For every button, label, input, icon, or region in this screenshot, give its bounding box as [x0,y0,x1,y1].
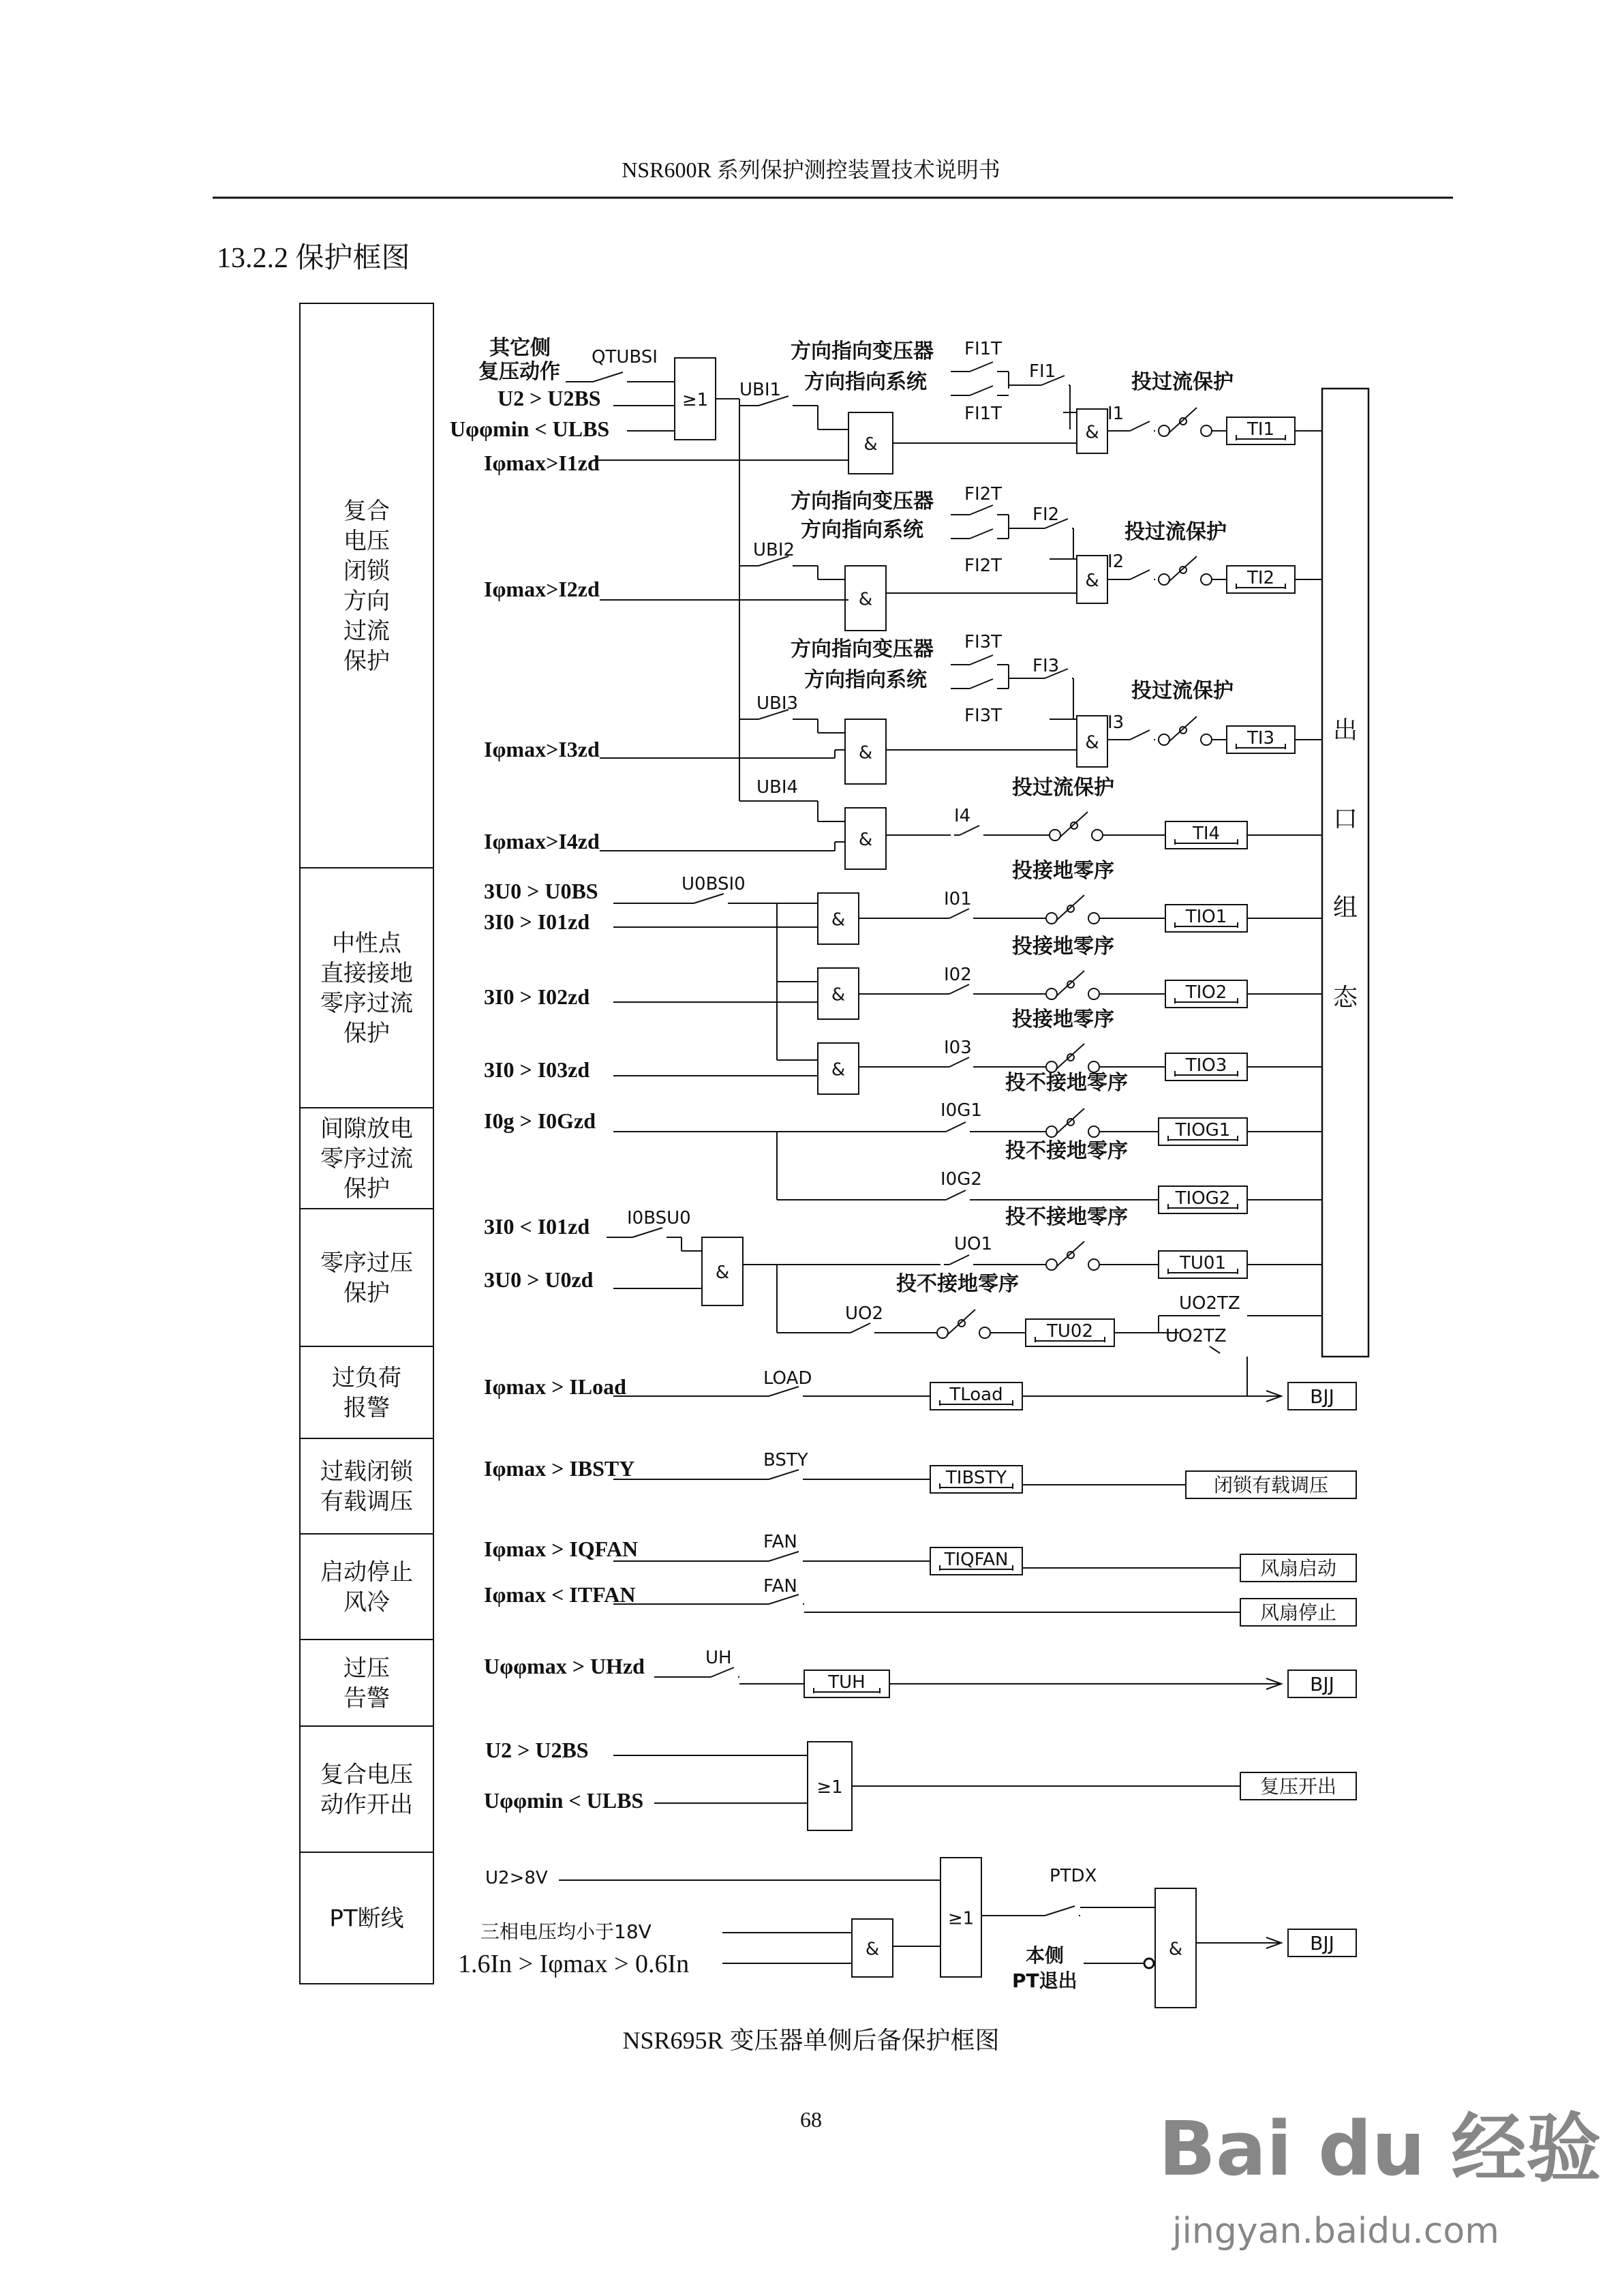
wire [949,909,969,918]
category-column-frame [300,303,433,1984]
category-label: 保护 [343,648,390,675]
output-label: BJJ [1310,1673,1334,1695]
switch-terminal [1046,1126,1057,1137]
wire [1210,1346,1220,1353]
category-column [300,303,433,1984]
and-gate-fi1-symbol: & [1085,422,1099,443]
label: Iφmax>I3zd [484,737,600,761]
label: 投不接地零序 [1005,1139,1128,1163]
label: Iφmax > ILoad [484,1374,626,1399]
wire [949,1255,969,1265]
label: UO2 [845,1303,884,1324]
output-label: 风扇启动 [1259,1557,1337,1580]
label: 3I0 > I03zd [484,1057,590,1082]
label: Iφmax > IQFAN [484,1537,639,1561]
label: 三相电压均小于18V [480,1920,652,1943]
label: U2 > U2BS [485,1738,589,1762]
timer-label: TU02 [1047,1321,1093,1342]
wire [632,1228,662,1237]
switch-terminal [1159,425,1169,436]
page-number: 68 [800,2107,822,2132]
label: UH [705,1648,732,1668]
label: 本侧 [1026,1944,1065,1967]
category-label: 保护 [343,1020,390,1047]
label: FI1 [1029,361,1056,382]
watermark-brand: Bai du 经验 [1159,2105,1602,2192]
wire [970,529,993,539]
label: U2 > U2BS [498,386,601,410]
switch-terminal [937,1327,948,1338]
category-label: 保护 [343,1175,390,1203]
output-label: 复压开出 [1259,1775,1337,1798]
wire [970,679,993,689]
label: 3I0 > I02zd [484,984,590,1009]
timer-label: TI4 [1192,824,1221,844]
category-label: 方向 [343,588,390,615]
switch-terminal [1092,830,1103,841]
wire [1168,408,1197,434]
wire [1130,570,1150,579]
label: FAN [763,1532,797,1552]
category-label: 保护 [343,1280,390,1307]
label: I03 [944,1038,972,1058]
label: Iφmax < ITFAN [484,1582,636,1607]
label: UBI3 [756,693,799,714]
wire [1056,1044,1084,1070]
switch-terminal [1046,1259,1057,1270]
label: 方向指向变压器 [791,339,934,363]
category-label: 告警 [343,1685,390,1712]
timer-label: TI1 [1246,419,1275,440]
wire [970,655,993,665]
wire [970,386,993,395]
label: 3U0 > U0BS [484,879,598,903]
label: Iφmax>I2zd [484,577,600,601]
timer-label: TLoad [949,1385,1003,1405]
category-label: 过载闭锁 [320,1458,413,1485]
label: I02 [944,965,972,985]
label: UO2TZ [1179,1293,1240,1314]
label: 3I0 > I01zd [484,909,590,934]
switch-label: 投不接地零序 [896,1272,1019,1296]
and-gate-fi2-symbol: & [1085,571,1099,591]
label: PT退出 [1012,1969,1077,1992]
wire [1168,716,1197,742]
label: I4 [954,806,971,826]
switch-terminal [1201,574,1212,585]
wire [769,1552,799,1561]
timer-label: TI2 [1246,568,1275,588]
wire [1056,895,1084,921]
category-label: 电压 [343,528,390,555]
label: UBI4 [756,777,799,798]
figure-caption: NSR695R 变压器单侧后备保护框图 [622,2027,1000,2054]
and-gate-4-symbol: & [858,830,873,850]
label: LOAD [763,1368,812,1389]
output-label: BJJ [1310,1932,1334,1954]
label: FI3T [964,706,1003,726]
label: FI2T [964,556,1003,576]
timer-label: TI3 [1246,728,1275,749]
output-label: BJJ [1310,1385,1334,1408]
switch-label: 投接地零序 [1012,1008,1114,1031]
inverter-bubble [1144,1959,1154,1968]
switch-terminal [1088,1259,1099,1270]
wire [946,1190,966,1200]
label: 3U0 > U0zd [484,1267,594,1292]
label: QTUBSI [592,347,658,367]
or-gate-pt-symbol: ≥1 [947,1908,975,1929]
label: 1.6In > Iφmax > 0.6In [458,1950,690,1978]
category-label: 风冷 [343,1588,390,1616]
label: Iφmax>I1zd [484,451,600,475]
label: UBI2 [753,540,795,560]
label: I3 [1107,712,1124,733]
label: PTDX [1050,1866,1097,1886]
label: FI3T [964,632,1003,652]
switch-terminal [979,1327,990,1338]
wire [1059,812,1088,838]
label: 方向指向系统 [801,518,923,542]
switch-terminal [1159,574,1169,585]
label: FI2T [964,484,1003,504]
label: I0g > I0Gzd [484,1108,596,1133]
label: U0BSI0 [682,874,746,894]
label: FI1T [964,339,1003,359]
timer-label: TIQFAN [944,1550,1009,1570]
label: FI2 [1032,504,1060,525]
label: BSTY [763,1450,808,1470]
label: UO2TZ [1165,1326,1227,1346]
watermark-url: jingyan.baidu.com [1172,2211,1499,2252]
timer-label: TIOG1 [1175,1120,1231,1141]
category-label: 启动停止 [320,1558,413,1586]
and-gate-u0-symbol: & [715,1263,730,1283]
switch-label: 投过流保护 [1131,679,1234,703]
category-label: 报警 [343,1394,390,1422]
switch-label: 投过流保护 [1124,520,1227,544]
label: FI3 [1032,656,1060,676]
label: 其它侧 [489,336,551,360]
wire [946,1122,966,1132]
label: Uφφmin < ULBS [484,1788,644,1813]
and-gate-dir3-symbol: & [858,742,873,764]
category-label: 动作开出 [320,1791,413,1819]
switch-label: 投接地零序 [1012,859,1114,883]
category-label: 过流 [343,618,390,645]
label: I2 [1107,552,1124,572]
wire [711,1667,734,1677]
category-label: 零序过流 [320,990,413,1017]
category-label: 过压 [343,1655,390,1682]
and-gate-i01-symbol: & [831,909,846,931]
switch-terminal [1088,988,1099,999]
label: I1 [1107,404,1124,424]
category-label: 直接接地 [320,960,413,987]
and-gate-ptdx-symbol: & [1168,1939,1183,1960]
label: 方向指向变压器 [791,489,934,513]
switch-label: 投不接地零序 [1005,1205,1128,1229]
category-label: 过负荷 [332,1364,401,1392]
switch-label: 投接地零序 [1012,935,1114,958]
label: I01 [944,889,972,909]
label: UO1 [954,1234,993,1254]
label: Iφmax > IBSTY [484,1456,635,1481]
switch-terminal [1046,988,1057,999]
wire [1130,421,1150,431]
header-title: NSR600R 系列保护测控装置技术说明书 [622,157,1000,182]
label: 方向指向系统 [804,668,927,692]
wire [769,1470,799,1479]
and-gate-pt-symbol: & [865,1939,880,1960]
wire [851,1323,870,1333]
category-label: 间隙放电 [320,1115,413,1143]
or-gate-volt-symbol: ≥1 [816,1777,843,1798]
switch-label: 投过流保护 [1012,776,1114,800]
category-label: PT断线 [329,1905,404,1933]
label: Uφφmin < ULBS [450,417,610,441]
timer-label: TUH [828,1672,866,1693]
exit-char: 态 [1332,984,1358,1012]
exit-configuration-block [1322,389,1368,1357]
exit-char: 出 [1332,716,1358,744]
label: I0BSU0 [627,1208,691,1228]
switch-label: 投不接地零序 [1005,1071,1128,1095]
output-label: 风扇停止 [1259,1601,1337,1624]
wire [947,1310,975,1335]
switch-terminal [1159,734,1169,745]
wire [970,362,993,372]
switch-terminal [1046,913,1057,924]
output-label: 闭锁有载调压 [1213,1474,1329,1496]
wire [949,984,969,994]
timer-label: TIO3 [1185,1055,1227,1076]
or-gate-voltage-symbol: ≥1 [682,390,709,410]
label: FAN [763,1576,797,1597]
wire [694,894,724,903]
wire [1045,1906,1075,1916]
label: 3I0 < I01zd [484,1214,590,1239]
switch-label: 投过流保护 [1131,370,1234,394]
exit-block-label [1333,716,1358,1012]
label: U2>8V [485,1868,548,1888]
wire [1130,730,1150,740]
timer-label: TIO2 [1185,982,1227,1003]
timer-label: TU01 [1180,1253,1226,1273]
diagram-labels [320,336,1336,1992]
and-gate-fi3-symbol: & [1085,732,1099,753]
wire [1056,971,1084,997]
category-label: 零序过压 [320,1250,413,1277]
label: I0G1 [940,1100,982,1121]
wire [960,826,979,835]
label: Uφφmax > UHzd [484,1654,645,1678]
category-label: 中性点 [332,930,401,957]
and-gate-dir2-symbol: & [858,589,873,610]
label: FI1T [964,404,1003,424]
label: 方向指向系统 [804,370,927,394]
switch-terminal [1201,734,1212,745]
wire [1056,1108,1084,1134]
section-heading: 13.2.2 保护框图 [217,243,410,274]
and-gate-i03-symbol: & [831,1059,846,1081]
baidu-watermark-logo [1159,2105,1601,2252]
timer-label: TIO1 [1185,907,1227,927]
wire [949,1057,969,1067]
timer-label: TIOG2 [1175,1188,1231,1209]
category-label: 闭锁 [343,558,390,585]
category-label: 复合电压 [320,1761,413,1789]
switch-terminal [1088,1126,1099,1137]
label: Iφmax>I4zd [484,829,600,854]
wire [970,505,993,515]
label: 方向指向变压器 [791,637,934,661]
label: 复压动作 [478,360,560,384]
category-label: 有载调压 [320,1488,413,1515]
category-label: 零序过流 [320,1145,413,1173]
label: UBI1 [739,380,782,400]
and-gate-i02-symbol: & [831,984,846,1006]
category-label: 复合 [343,498,390,525]
exit-char: 组 [1332,894,1358,922]
switch-terminal [1201,425,1212,436]
switch-terminal [1050,830,1060,841]
and-gate-dir1-symbol: & [863,434,878,455]
wire [1056,1241,1084,1267]
exit-char: 口 [1332,805,1358,833]
label: I0G2 [940,1169,982,1190]
timer-label: TIBSTY [945,1468,1007,1488]
switch-terminal [1088,913,1099,924]
wire [1168,556,1197,582]
wire [593,372,623,382]
